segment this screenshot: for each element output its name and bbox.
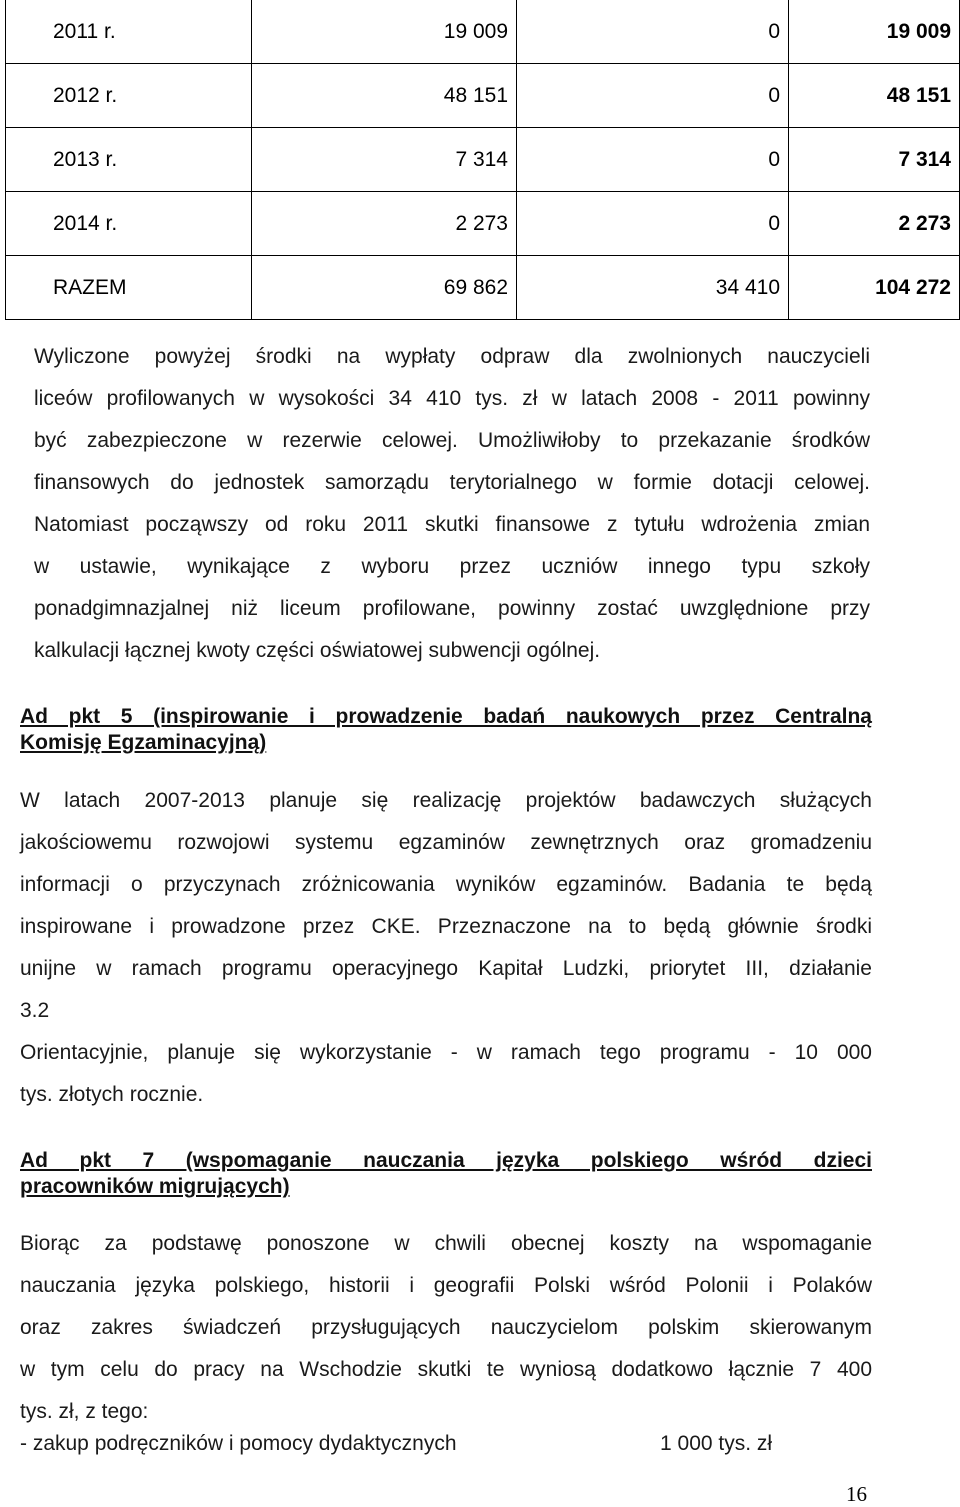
table-cell-b: 0 bbox=[517, 128, 789, 192]
table-cell-b: 0 bbox=[517, 0, 789, 64]
heading-line: pracowników migrujących) bbox=[20, 1175, 290, 1198]
table-cell-b: 0 bbox=[517, 64, 789, 128]
table-cell-total: 2 273 bbox=[789, 192, 960, 256]
table-cell-year: 2011 r. bbox=[6, 0, 252, 64]
text-line: liceów profilowanych w wysokości 34 410 tys. zł w latach 2008 - 2011 powinny bbox=[34, 387, 870, 410]
text-line: Natomiast począwszy od roku 2011 skutki finansowe z tytułu wdrożenia zmian bbox=[34, 513, 870, 536]
heading-line: Ad pkt 7 (wspomaganie nauczania języka polskiego wśród dzieci bbox=[20, 1149, 872, 1172]
table-row bbox=[6, 256, 960, 320]
text-line: 3.2 bbox=[20, 999, 50, 1022]
text-line: jakościowemu rozwojowi systemu egzaminów zewnętrznych oraz gromadzeniu bbox=[20, 831, 872, 854]
paragraph-research-cke bbox=[20, 780, 872, 1116]
table-cell-b: 0 bbox=[517, 192, 789, 256]
table-cell-a: 69 862 bbox=[252, 256, 517, 320]
text-line: inspirowane i prowadzone przez CKE. Przeznaczone na to będą głównie środki bbox=[20, 915, 872, 938]
table-row bbox=[6, 128, 960, 192]
page-number: 16 bbox=[846, 1482, 867, 1506]
table-cell-b: 34 410 bbox=[517, 256, 789, 320]
table-row bbox=[6, 192, 960, 256]
text-line: tys. złotych rocznie. bbox=[20, 1083, 204, 1106]
text-line: finansowych do jednostek samorządu terytorialnego w formie dotacji celowej. bbox=[34, 471, 870, 494]
cost-item-label: - zakup podręczników i pomocy dydaktycznych bbox=[20, 1432, 457, 1455]
text-line: w tym celu do pracy na Wschodzie skutki te wyniosą dodatkowo łącznie 7 400 bbox=[20, 1358, 872, 1381]
table-cell-year: 2014 r. bbox=[6, 192, 252, 256]
text-line: nauczania języka polskiego, historii i geografii Polski wśród Polonii i Polaków bbox=[20, 1274, 872, 1297]
heading-line: Ad pkt 5 (inspirowanie i prowadzenie badań naukowych przez Centralną bbox=[20, 705, 872, 728]
text-line: Wyliczone powyżej środki na wypłaty odpraw dla zwolnionych nauczycieli bbox=[34, 345, 870, 368]
table-cell-year: 2012 r. bbox=[6, 64, 252, 128]
paragraph-severance-funds bbox=[34, 336, 870, 672]
table-row bbox=[6, 0, 960, 64]
table-cell-total: 48 151 bbox=[789, 64, 960, 128]
cost-item-amount: 1 000 tys. zł bbox=[660, 1432, 773, 1455]
text-line: informacji o przyczynach zróżnicowania wyników egzaminów. Badania te będą bbox=[20, 873, 872, 896]
table-cell-a: 7 314 bbox=[252, 128, 517, 192]
table-cell-a: 48 151 bbox=[252, 64, 517, 128]
text-line: być zabezpieczone w rezerwie celowej. Umożliwiłoby to przekazanie środków bbox=[34, 429, 870, 452]
text-line: Orientacyjnie, planuje się wykorzystanie - w ramach tego programu - 10 000 bbox=[20, 1041, 872, 1064]
funding-table bbox=[5, 0, 960, 320]
text-line: Biorąc za podstawę ponoszone w chwili obecnej koszty na wspomaganie bbox=[20, 1232, 872, 1255]
paragraph-polish-language bbox=[20, 1223, 872, 1433]
table-cell-total: 19 009 bbox=[789, 0, 960, 64]
text-line: ponadgimnazjalnej niż liceum profilowane, powinny zostać uwzględnione przy bbox=[34, 597, 870, 620]
table-cell-year: 2013 r. bbox=[6, 128, 252, 192]
table-row bbox=[6, 64, 960, 128]
table-cell-total: 7 314 bbox=[789, 128, 960, 192]
text-line: tys. zł, z tego: bbox=[20, 1400, 149, 1423]
section-heading-pkt5 bbox=[20, 704, 872, 756]
table-cell-a: 19 009 bbox=[252, 0, 517, 64]
text-line: unijne w ramach programu operacyjnego Kapitał Ludzki, priorytet III, działanie bbox=[20, 957, 872, 980]
text-line: w ustawie, wynikające z wyboru przez uczniów innego typu szkoły bbox=[34, 555, 870, 578]
table-cell-a: 2 273 bbox=[252, 192, 517, 256]
cost-item-textbooks bbox=[20, 1430, 872, 1458]
text-line: oraz zakres świadczeń przysługujących nauczycielom polskim skierowanym bbox=[20, 1316, 872, 1339]
table-cell-total: 104 272 bbox=[789, 256, 960, 320]
section-heading-pkt7 bbox=[20, 1148, 872, 1200]
heading-line: Komisję Egzaminacyjną) bbox=[20, 731, 267, 754]
table-cell-year: RAZEM bbox=[6, 256, 252, 320]
text-line: W latach 2007-2013 planuje się realizację projektów badawczych służących bbox=[20, 789, 872, 812]
text-line: kalkulacji łącznej kwoty części oświatowej subwencji ogólnej. bbox=[34, 639, 601, 662]
